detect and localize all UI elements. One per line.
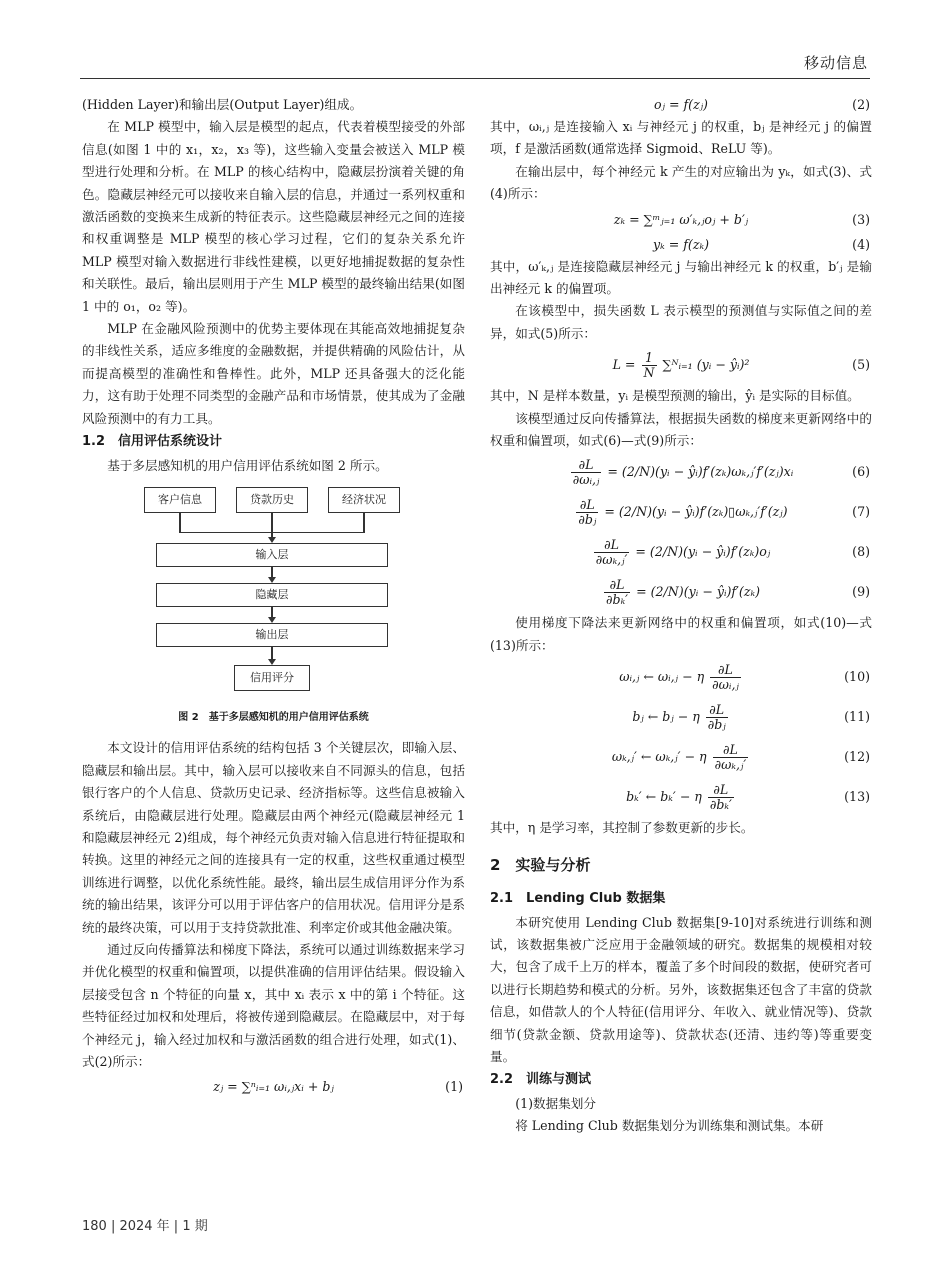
paragraph: 在该模型中，损失函数 L 表示模型的预测值与实际值之间的差异，如式(5)所示： [490, 303, 872, 341]
equation-number: (2) [852, 97, 870, 112]
equation-number: (11) [844, 709, 870, 725]
equation-number: (12) [844, 749, 870, 765]
equation-11: bⱼ ← bⱼ − η $\frac{\partial L}{\text{∂bⱼ}}$ (11) [490, 697, 872, 737]
equation-5: L = $\frac{1}{N}$ ∑ᴺᵢ₌₁ (yᵢ − ŷᵢ)² (5) [490, 345, 872, 385]
subsection-heading: 2.1 Lending Club 数据集 [490, 891, 666, 907]
equation-12: ωₖ,ⱼ′ ← ωₖ,ⱼ′ − η $\frac{\partial L}{\text{∂ωₖ,ⱼ′}}$ (12) [490, 737, 872, 777]
box-loan-history: 贷款历史 [236, 487, 308, 513]
page-footer: 180 | 2024 年 | 1 期 [82, 1219, 208, 1234]
left-column [82, 94, 465, 1101]
equation-number: (1) [445, 1079, 463, 1095]
paragraph: 本文设计的信用评估系统的结构包括 3 个关键层次，即输入层、隐藏层和输出层。其中，输入层可以接收来自不同源头的信息，包括银行客户的个人信息、贷款历史记录、经济指标等。这些信息被输入系统后，由隐藏层进行处理。隐藏层由两个神经元(隐藏层神经元 1 和隐藏层神经元 2)组成，每个神经元负责对输入信息进行特征提取和转换。这里的神经元之间的连接具有一定的权重，这些权重通过模型训练进行调整，以优化系统性能。最终，输出层生成信用评分作为系统的输出结果，该评分可以用于评估客户的信用状况。信用评分是系统的最终决策，可以用于支持贷款批准、利率定价或其他金融决策。 [82, 740, 465, 935]
equation-4: yₖ = f(zₖ) (4) [490, 234, 872, 256]
right-column [490, 94, 872, 1138]
equation-9: $\frac{\partial L}{\text{∂bₖ′}}$ = (2/N)(yᵢ − ŷᵢ)f′(zₖ) (9) [490, 572, 872, 612]
equation-number: (4) [852, 236, 870, 252]
equation-number: (8) [852, 544, 870, 560]
box-input-layer: 输入层 [156, 543, 388, 567]
equation-13: bₖ′ ← bₖ′ − η $\frac{\partial L}{\text{∂bₖ′}}$ (13) [490, 777, 872, 817]
paragraph: 该模型通过反向传播算法，根据损失函数的梯度来更新网络中的权重和偏置项，如式(6)—式(9)所示： [490, 410, 872, 449]
paragraph: MLP 在金融风险预测中的优势主要体现在其能高效地捕捉复杂的非线性关系，适应多维度的金融数据，并提供精确的风险估计，从而提高模型的准确性和鲁棒性。此外，MLP 还具备强大的泛化能力，这有助于处理不同类型的金融产品和市场情景，使其成为了金融风险预测中的有力工具。 [82, 321, 465, 426]
journal-name: 移动信息 [803, 54, 868, 72]
equation-2: oⱼ = f(zⱼ) (2) [490, 94, 872, 116]
equation-number: (7) [852, 504, 870, 520]
connector [271, 513, 273, 533]
equation-number: (13) [844, 789, 870, 805]
paragraph: 将 Lending Club 数据集划分为训练集和测试集。本研 [515, 1118, 824, 1134]
box-hidden-layer: 隐藏层 [156, 583, 388, 607]
section-heading: 1.2 信用评估系统设计 [82, 434, 223, 450]
paragraph: 本研究使用 Lending Club 数据集[9-10]对系统进行训练和测试，该数据集被广泛应用于金融领域的研究。数据集的规模相对较大，包含了成千上万的样本，覆盖了多个时间段的数据，使研究者可以进行长期趋势和模式的分析。另外，该数据集还包含了丰富的贷款信息，如借款人的个人特征(信用评分、年收入、就业情况等)、贷款细节(贷款金额、贷款用途等)、贷款状态(还清、违约等)等重要变量。 [490, 914, 872, 1064]
equation-number: (5) [852, 357, 870, 373]
equation-1: zⱼ = ∑ⁿᵢ₌₁ ωᵢ,ⱼxᵢ + bⱼ (1) [82, 1073, 465, 1101]
paragraph: 其中，ωᵢ,ⱼ 是连接输入 xᵢ 与神经元 j 的权重，bⱼ 是神经元 j 的偏置项，f 是激活函数(通常选择 Sigmoid、ReLU 等)。 [490, 119, 872, 157]
figure-caption: 图 2 基于多层感知机的用户信用评估系统 [178, 711, 369, 723]
box-customer-info: 客户信息 [144, 487, 216, 513]
equation-3: zₖ = ∑ᵐⱼ₌₁ ω′ₖ,ⱼoⱼ + b′ⱼ (3) [490, 206, 872, 234]
box-output-layer: 输出层 [156, 623, 388, 647]
paragraph: 其中，N 是样本数量，yᵢ 是模型预测的输出，ŷᵢ 是实际的目标值。 [490, 388, 860, 404]
paragraph: (Hidden Layer)和输出层(Output Layer)组成。 [82, 97, 363, 112]
equation-number: (6) [852, 464, 870, 480]
box-credit-score: 信用评分 [234, 665, 310, 691]
paragraph: 通过反向传播算法和梯度下降法，系统可以通过训练数据来学习并优化模型的权重和偏置项，以提供准确的信用评估结果。假设输入层接受包含 n 个特征的向量 x，其中 xᵢ 表示 x 中的第 i 个特征。这些特征经过加权和处理后，将被传递到隐藏层。在隐藏层中，对于每个神经元 j，输入经过加权和与激活函数的组合进行处理，如式(1)、式(2)所示： [82, 941, 465, 1069]
equation-8: $\frac{\partial L}{\text{∂ωₖ,ⱼ′}}$ = (2/N)(yᵢ − ŷᵢ)f′(zₖ)oⱼ (8) [490, 532, 872, 572]
equation-6: $\frac{\partial L}{\text{∂ωᵢ,ⱼ}}$ = (2/N)(yᵢ − ŷᵢ)f′(zₖ)ωₖ,ⱼ′f′(zⱼ)xᵢ (6) [490, 452, 872, 492]
box-economic-status: 经济状况 [328, 487, 400, 513]
subsection-heading: 2.2 训练与测试 [490, 1072, 592, 1088]
paragraph: 使用梯度下降法来更新网络中的权重和偏置项，如式(10)—式(13)所示： [490, 615, 872, 653]
paragraph: 其中，ω′ₖ,ⱼ 是连接隐藏层神经元 j 与输出神经元 k 的权重，b′ⱼ 是输出神经元 k 的偏置项。 [490, 258, 872, 297]
paragraph: (1)数据集划分 [515, 1095, 596, 1111]
equation-7: $\frac{\partial L}{\text{∂bⱼ}}$ = (2/N)(yᵢ − ŷᵢ)f′(zₖ)▯ωₖ,ⱼ′f′(zⱼ) (7) [490, 492, 872, 532]
paragraph: 在输出层中，每个神经元 k 产生的对应输出为 yₖ，如式(3)、式(4)所示： [490, 163, 872, 202]
paragraph: 基于多层感知机的用户信用评估系统如图 2 所示。 [107, 457, 388, 473]
section-heading: 2 实验与分析 [490, 855, 591, 874]
paragraph: 在 MLP 模型中，输入层是模型的起点，代表着模型接受的外部信息(如图 1 中的 x₁，x₂，x₃ 等)，这些输入变量会被送入 MLP 模型进行处理和分析。在 MLP 的核心结构中，隐藏层扮演着关键的角色。隐藏层神经元可以接收来自输入层的信息，并通过一系列权重和激活函数的变换来生成新的特征表示。这些隐藏层神经元之间的连接和权重调整是 MLP 模型的核心学习过程，它们的复杂关系允许 MLP 模型对输入数据进行非线性建模，以更好地捕捉数据的复杂性和关联性。最后，输出层则用于产生 MLP 模型的最终输出结果(如图 1 中的 o₁，o₂ 等)。 [82, 119, 465, 314]
connector [179, 513, 181, 533]
figure-flowchart [82, 477, 465, 703]
paragraph: 其中，η 是学习率，其控制了参数更新的步长。 [490, 820, 754, 836]
header-rule [80, 78, 870, 79]
equation-10: ωᵢ,ⱼ ← ωᵢ,ⱼ − η $\frac{\partial L}{\text{∂ωᵢ,ⱼ}}$ (10) [490, 657, 872, 697]
equation-number: (10) [844, 669, 870, 685]
equation-number: (3) [852, 211, 870, 227]
equation-number: (9) [852, 584, 870, 600]
connector [363, 513, 365, 533]
